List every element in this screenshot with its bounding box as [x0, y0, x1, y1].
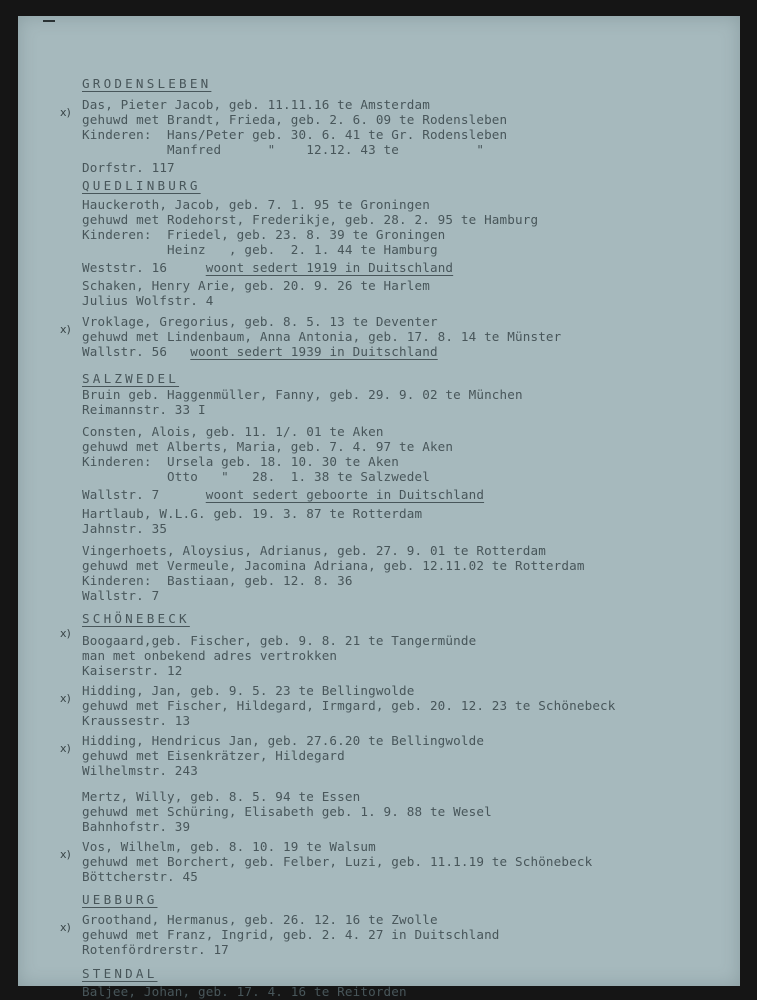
entry-line — [82, 804, 492, 819]
entry-text: gehuwd met Vermeule, Jacomina Adriana, geb. 12.11.02 te Rotterdam — [82, 558, 585, 573]
entry-line — [82, 521, 167, 536]
section-heading — [82, 611, 190, 626]
entry-line — [82, 854, 592, 869]
margin-mark: x) — [60, 742, 71, 755]
margin-mark: x) — [60, 106, 71, 119]
entry-text: Boogaard,geb. Fischer, geb. 9. 8. 21 te Tangermünde — [82, 633, 477, 648]
margin-mark: x) — [60, 921, 71, 934]
entry-line — [82, 387, 523, 402]
entry-text: Hidding, Hendricus Jan, geb. 27.6.20 te Bellingwolde — [82, 733, 485, 748]
section-heading — [82, 178, 201, 193]
entry-line — [82, 329, 561, 344]
entry-line — [82, 227, 445, 242]
section-heading-text: QUEDLINBURG — [82, 178, 201, 193]
entry-text: Hidding, Jan, geb. 9. 5. 23 te Bellingwolde — [82, 683, 415, 698]
entry-line — [82, 543, 546, 558]
spacer — [167, 260, 206, 275]
entry-text: Heinz , geb. 2. 1. 44 te Hamburg — [82, 242, 438, 257]
margin-mark: x) — [60, 323, 71, 336]
entry-line — [82, 789, 360, 804]
entry-line — [82, 487, 484, 502]
entry-line — [82, 819, 190, 834]
entry-line — [82, 293, 213, 308]
entry-line — [82, 278, 430, 293]
entry-text: Dorfstr. 117 — [82, 160, 175, 175]
entry-line — [82, 314, 438, 329]
entry-line — [82, 648, 337, 663]
entry-line — [82, 127, 507, 142]
underlined-note: woont sedert 1939 in Duitschland — [190, 344, 438, 359]
entry-line — [82, 663, 183, 678]
pen-mark — [43, 20, 55, 22]
section-heading — [82, 966, 157, 981]
entry-text: Bahnhofstr. 39 — [82, 819, 191, 834]
entry-text: Hauckeroth, Jacob, geb. 7. 1. 95 te Groningen — [82, 197, 430, 212]
entry-text: Wallstr. 56 — [82, 344, 168, 359]
entry-line — [82, 733, 484, 748]
section-heading-text: SCHÖNEBECK — [82, 611, 190, 626]
entry-line — [82, 839, 376, 854]
entry-line — [82, 588, 159, 603]
entry-text: Reimannstr. 33 I — [82, 402, 206, 417]
entry-text: Vroklage, Gregorius, geb. 8. 5. 13 te Deventer — [82, 314, 438, 329]
entry-line — [82, 683, 414, 698]
section-heading-text: UEBBURG — [82, 892, 158, 907]
entry-text: Jahnstr. 35 — [82, 521, 168, 536]
margin-mark: x) — [60, 692, 71, 705]
entry-text: Wallstr. 7 — [82, 588, 160, 603]
entry-line — [82, 344, 438, 359]
entry-text: gehuwd met Lindenbaum, Anna Antonia, geb. 17. 8. 14 te Münster — [82, 329, 562, 344]
entry-text: Vos, Wilhelm, geb. 8. 10. 19 te Walsum — [82, 839, 376, 854]
underlined-note: woont sedert 1919 in Duitschland — [205, 260, 454, 275]
entry-line — [82, 469, 430, 484]
entry-text: Hartlaub, W.L.G. geb. 19. 3. 87 te Rotterdam — [82, 506, 423, 521]
entry-text: Kinderen: Hans/Peter geb. 30. 6. 41 te Gr. Rodensleben — [82, 127, 508, 142]
entry-line — [82, 573, 353, 588]
entry-text: Böttcherstr. 45 — [82, 869, 198, 884]
entry-text: gehuwd met Schüring, Elisabeth geb. 1. 9. 88 te Wesel — [82, 804, 492, 819]
entry-line — [82, 927, 500, 942]
entry-text: gehuwd met Borchert, geb. Felber, Luzi, geb. 11.1.19 te Schönebeck — [82, 854, 593, 869]
entry-line — [82, 942, 229, 957]
entry-text: Julius Wolfstr. 4 — [82, 293, 214, 308]
entry-line — [82, 984, 407, 999]
entry-text: Wilhelmstr. 243 — [82, 763, 198, 778]
entry-text: Bruin geb. Haggenmüller, Fanny, geb. 29. 9. 02 te München — [82, 387, 523, 402]
entry-line — [82, 698, 616, 713]
entry-line — [82, 197, 430, 212]
section-heading-text: STENDAL — [82, 966, 158, 981]
entry-text: Wallstr. 7 — [82, 487, 160, 502]
entry-text: Kinderen: Friedel, geb. 23. 8. 39 te Groningen — [82, 227, 446, 242]
entry-text: Kraussestr. 13 — [82, 713, 191, 728]
entry-text: Vingerhoets, Aloysius, Adrianus, geb. 27. 9. 01 te Rotterdam — [82, 543, 546, 558]
spacer — [159, 487, 205, 502]
entry-line — [82, 424, 384, 439]
underlined-note: woont sedert geboorte in Duitschland — [205, 487, 485, 502]
entry-text: Kinderen: Bastiaan, geb. 12. 8. 36 — [82, 573, 353, 588]
entry-line — [82, 439, 453, 454]
entry-text: gehuwd met Alberts, Maria, geb. 7. 4. 97 te Aken — [82, 439, 454, 454]
entry-text: gehuwd met Franz, Ingrid, geb. 2. 4. 27 in Duitschland — [82, 927, 500, 942]
entry-line — [82, 869, 198, 884]
entry-line — [82, 112, 507, 127]
entry-text: Das, Pieter Jacob, geb. 11.11.16 te Amsterdam — [82, 97, 430, 112]
entry-line — [82, 713, 190, 728]
margin-mark: x) — [60, 627, 71, 640]
entry-line — [82, 748, 345, 763]
section-heading-text: SALZWEDEL — [82, 371, 180, 386]
entry-line — [82, 633, 476, 648]
entry-line — [82, 912, 438, 927]
section-heading — [82, 76, 211, 91]
entry-line — [82, 402, 206, 417]
entry-line — [82, 763, 198, 778]
entry-text: Rotenfördrerstr. 17 — [82, 942, 229, 957]
entry-text: Baljee, Johan, geb. 17. 4. 16 te Reitorden — [82, 984, 407, 999]
section-heading — [82, 371, 179, 386]
entry-line — [82, 242, 438, 257]
entry-text: Schaken, Henry Arie, geb. 20. 9. 26 te Harlem — [82, 278, 430, 293]
entry-line — [82, 97, 430, 112]
entry-line — [82, 212, 538, 227]
entry-text: gehuwd met Rodehorst, Frederikje, geb. 28. 2. 95 te Hamburg — [82, 212, 539, 227]
entry-text: gehuwd met Brandt, Frieda, geb. 2. 6. 09 te Rodensleben — [82, 112, 508, 127]
entry-text: Kaiserstr. 12 — [82, 663, 183, 678]
section-heading — [82, 892, 157, 907]
entry-line — [82, 454, 399, 469]
entry-text: Groothand, Hermanus, geb. 26. 12. 16 te Zwolle — [82, 912, 438, 927]
section-heading-text: GRODENSLEBEN — [82, 76, 212, 91]
entry-text: Kinderen: Ursela geb. 18. 10. 30 te Aken — [82, 454, 400, 469]
entry-line — [82, 142, 484, 157]
margin-mark: x) — [60, 848, 71, 861]
entry-line — [82, 506, 422, 521]
entry-text: gehuwd met Fischer, Hildegard, Irmgard, geb. 20. 12. 23 te Schönebeck — [82, 698, 616, 713]
entry-line — [82, 160, 175, 175]
entry-text: Otto " 28. 1. 38 te Salzwedel — [82, 469, 430, 484]
spacer — [167, 344, 190, 359]
entry-line — [82, 260, 453, 275]
entry-text: Weststr. 16 — [82, 260, 168, 275]
entry-text: man met onbekend adres vertrokken — [82, 648, 338, 663]
entry-line — [82, 558, 585, 573]
entry-text: Mertz, Willy, geb. 8. 5. 94 te Essen — [82, 789, 361, 804]
entry-text: Consten, Alois, geb. 11. 1/. 01 te Aken — [82, 424, 384, 439]
entry-text: gehuwd met Eisenkrätzer, Hildegard — [82, 748, 345, 763]
entry-text: Manfred " 12.12. 43 te " — [82, 142, 485, 157]
